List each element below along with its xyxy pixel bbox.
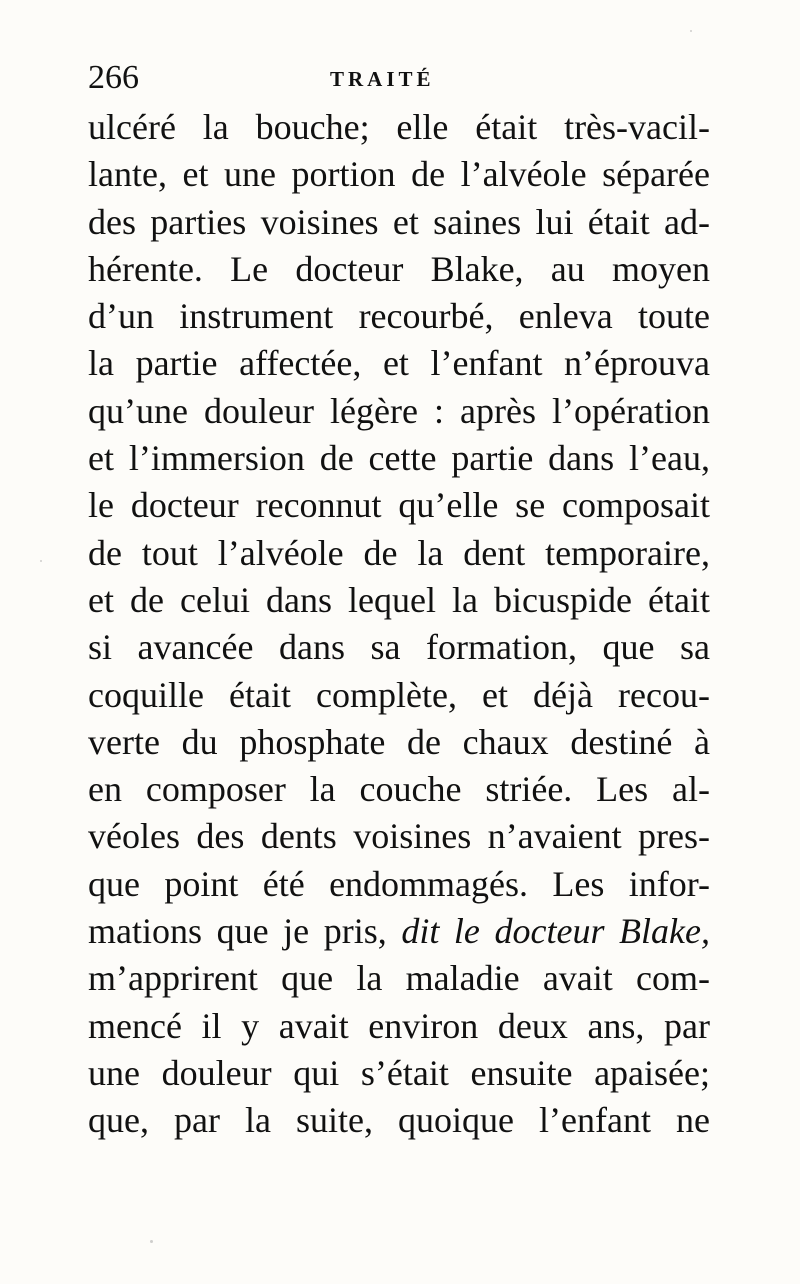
text-line: verte du phosphate de chaux destiné à: [88, 721, 710, 762]
text-line: mencé il y avait environ deux ans, par: [88, 1005, 710, 1046]
text-line: une douleur qui s’était ensuite apaisée;: [88, 1052, 710, 1093]
paper-speck: [150, 1240, 153, 1243]
italic-phrase: dit le docteur Blake,: [401, 911, 711, 952]
text-segment: mations que je pris,: [88, 911, 402, 952]
text-line: que point été endommagés. Les infor-: [88, 863, 710, 904]
page-number: 266: [88, 59, 139, 96]
text-line: d’un instrument recourbé, enleva toute: [88, 296, 710, 337]
text-line: que, par la suite, quoique l’enfant ne: [88, 1100, 710, 1141]
text-line: la partie affectée, et l’enfant n’éprouva: [88, 343, 710, 384]
text-line: le docteur reconnut qu’elle se composait: [88, 485, 710, 526]
text-line: et l’immersion de cette partie dans l’eau,: [88, 438, 710, 479]
text-line: hérente. Le docteur Blake, au moyen: [88, 248, 710, 289]
text-line: en composer la couche striée. Les al-: [88, 769, 710, 810]
text-line: de tout l’alvéole de la dent temporaire,: [88, 532, 710, 573]
running-head: TRAITÉ: [330, 67, 435, 91]
text-line: véoles des dents voisines n’avaient pres-: [88, 816, 710, 857]
text-line: et de celui dans lequel la bicuspide était: [88, 579, 710, 620]
paper-speck: [40, 560, 42, 562]
text-line: qu’une douleur légère : après l’opération: [88, 390, 710, 431]
page-header: [88, 58, 728, 98]
text-line: si avancée dans sa formation, que sa: [88, 627, 710, 668]
text-line: coquille était complète, et déjà recou-: [88, 674, 710, 715]
paper-speck: [690, 30, 692, 32]
text-line: m’apprirent que la maladie avait com-: [88, 958, 710, 999]
text-line: des parties voisines et saines lui était ad-: [88, 201, 710, 242]
text-line: ulcéré la bouche; elle était très-vacil-: [88, 107, 710, 147]
body-text: [88, 104, 710, 1145]
text-line-with-italic: [88, 908, 710, 955]
text-line: lante, et une portion de l’alvéole séparée: [88, 154, 710, 195]
